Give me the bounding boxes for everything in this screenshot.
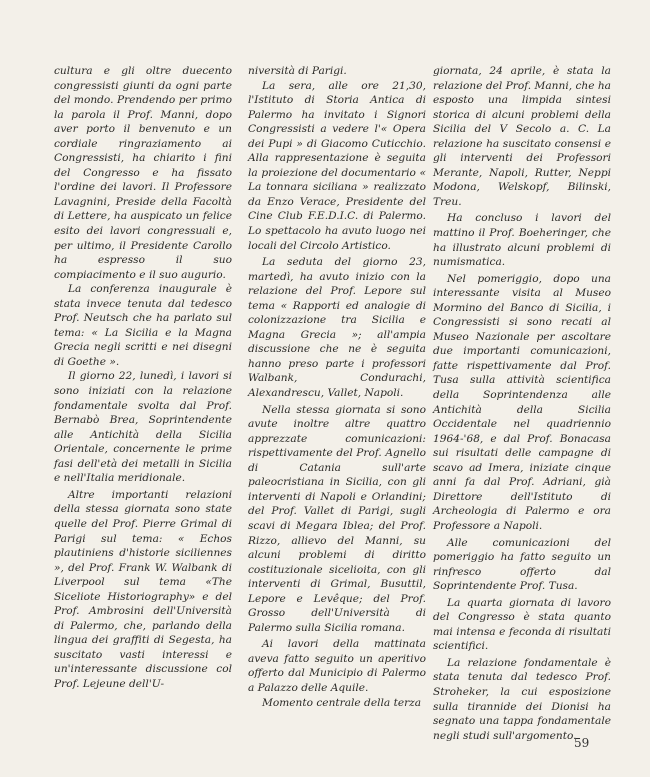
paragraph: Altre importanti relazioni della stessa giornata sono state quelle del Prof. Pierre Grimal di Parigi sul tema: « Echos plautiniens d'historie siciliennes », del Prof. Frank W. Walbank di Liverpool sul tema «The Siceliote Historiography» e del Prof. Ambrosini dell'Università di Palermo, che, parlando della lingua dei graffiti di Segesta, ha suscitato vasti interessi e un'interessante discussione col Prof. Lejeune dell'U-: [54, 488, 232, 690]
page-number: 59: [574, 736, 590, 750]
text-column-2: [248, 64, 426, 710]
paragraph: Nel pomeriggio, dopo una interessante visita al Museo Mormino del Banco di Sicilia, i Congressisti si sono recati al Museo Nazionale per ascoltare due importanti comunicazioni, fatte rispettivamente dal Prof. Tusa sulla attività scientifica della Soprintendenza alle Antichità della Sicilia Occidentale nel quadriennio 1964-'68, e dal Prof. Bonacasa sui risultati delle campagne di scavo ad Imera, iniziate cinque anni fa dal Prof. Adriani, già Direttore dell'Istituto di Archeologia di Palermo e ora Professore a Napoli.: [433, 272, 611, 532]
paragraph: Nella stessa giornata si sono avute inoltre altre quattro apprezzate comunicazioni: rispettivamente del Prof. Agnello di Catania sull'arte paleocristiana in Sicilia, con gli interventi di Napoli e Orlandini; del Prof. Vallet di Parigi, sugli scavi di Megara Iblea; del Prof. Rizzo, allievo del Manni, su alcuni problemi di diritto costituzionale sicelioita, con gli interventi di Grimal, Busuttil, Lepore e Levêque; del Prof. Grosso dell'Università di Palermo sulla Sicilia romana.: [248, 403, 426, 634]
paragraph: La relazione fondamentale è stata tenuta dal tedesco Prof. Stroheker, la cui esposizione sulla tirannide dei Dionisi ha segnato una tappa fondamentale negli studi sull'argomento.: [433, 656, 611, 742]
paragraph: Il giorno 22, lunedì, i lavori si sono iniziati con la relazione fondamentale svolta dal Prof. Bernabò Brea, Soprintendente alle Antichità della Sicilia Orientale, concernente le prime fasi dell'età dei metalli in Sicilia e nell'Italia meridionale.: [54, 370, 232, 485]
text-column-1: [54, 64, 232, 692]
paragraph: La quarta giornata di lavoro del Congresso è stata quanto mai intensa e feconda di risultati scientifici.: [433, 596, 611, 653]
paragraph: La seduta del giorno 23, martedì, ha avuto inizio con la relazione del Prof. Lepore sul tema « Rapporti ed analogie di colonizzazione tra Sicilia e Magna Grecia »; all'ampia discussione che ne è seguita hanno preso parte i professori Walbank, Condurachi, Alexandrescu, Vallet, Napoli.: [248, 256, 426, 400]
paragraph: Momento centrale della terza: [262, 696, 422, 709]
paragraph: La conferenza inaugurale è stata invece tenuta dal tedesco Prof. Neutsch che ha parlato sul tema: « La Sicilia e la Magna Grecia negli scritti e nei disegni di Goethe ».: [54, 283, 232, 368]
paragraph: giornata, 24 aprile, è stata la relazione del Prof. Manni, che ha esposto una limpida sintesi storica di alcuni problemi della Sicilia del V Secolo a. C. La relazione ha suscitato consensi e gli interventi dei Professori Merante, Napoli, Rutter, Neppi Modona, Welskopf, Bilinski, Treu.: [433, 65, 611, 208]
paragraph: La sera, alle ore 21,30, l'Istituto di Storia Antica di Palermo ha invitato i Signori Congressisti a vedere l'« Opera dei Pupi » di Giacomo Cuticchio. Alla rappresentazione è seguita la proiezione del documentario « La tonnara siciliana » realizzato da Enzo Verace, Presidente del Cine Club F.E.D.I.C. di Palermo. Lo spettacolo ha avuto luogo nei locali del Circolo Artistico.: [248, 79, 426, 252]
paragraph: Alle comunicazioni del pomeriggio ha fatto seguito un rinfresco offerto dal Soprintendente Prof. Tusa.: [433, 536, 611, 593]
text-column-3: [433, 64, 611, 743]
paragraph: Ha concluso i lavori del mattino il Prof. Boeheringer, che ha illustrato alcuni problemi di numismatica.: [433, 212, 611, 269]
paragraph: niversità di Parigi.: [248, 65, 347, 77]
paragraph: cultura e gli oltre duecento congressisti giunti da ogni parte del mondo. Prendendo per primo la parola il Prof. Manni, dopo aver porto il benvenuto e un cordiale ringraziamento ai Congressisti, ha chiarito i fini del Congresso e ha fissato l'ordine dei lavori. Il Professore Lavagnini, Preside della Facoltà di Lettere, ha auspicato un felice esito dei lavori congressuali e, per ultimo, il Presidente Carollo ha espresso il suo compiacimento e il suo augurio.: [54, 65, 232, 281]
paragraph: Ai lavori della mattinata aveva fatto seguito un aperitivo offerto dal Municipio di Palermo a Palazzo delle Aquile.: [248, 638, 426, 694]
